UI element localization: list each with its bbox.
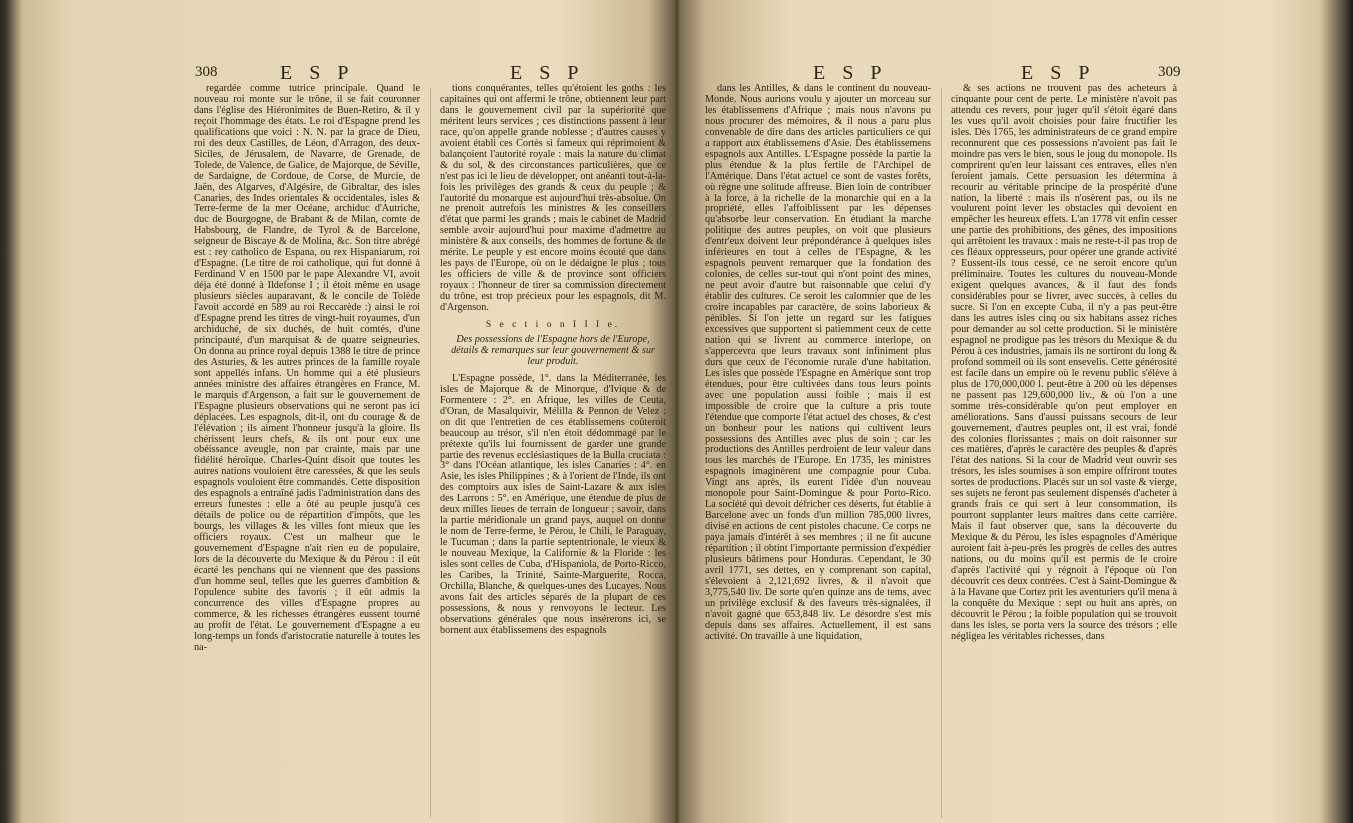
left-page-header xyxy=(190,62,674,84)
page-number-right: 309 xyxy=(1158,64,1181,80)
left-page-column-2 xyxy=(440,84,666,819)
page-number-left: 308 xyxy=(195,64,218,80)
column-text: regardée comme tutrice principale. Quand le nouveau roi monte sur le trône, il se fait couronner dans l'église des Hiéronimites de Buen-Retiro, & il y reçoit l'hommage des états. Le roi d'Espagne prend les qualifications que voici : N. N. par la grace de Dieu, roi des deux Castilles, de Léon, d'Arragon, des deux-Siciles, de Jérusalem, de Navarre, de Grenade, de Tolede, de Valence, de Galice, de Majorque, de Séville, de Sardaigne, de Cordoue, de Corse, de Murcie, de Jaën, des Algarves, d'Algésire, de Gibraltar, des isles Canaries, des Indes orientales & occidentales, isles & Terre-ferme de la mer Océane, archiduc d'Autriche, duc de Bourgogne, de Brabant & de Milan, comte de Habsbourg, de Flandre, de Tyrol & de Barcelone, seigneur de Biscaye & de Molina, &c. Son titre abrégé est : rey catholico de Espana, ou rex Hispaniarum, roi d'Espagne. (Le titre de roi catholique, qui fut donné à Ferdinand V en 1500 par le pape Alexandre VI, avoit déja été donné à Ildefonse I ; il étoit même en usage plusieurs siècles auparavant, & le concile de Tolède l'avoit accordé en 589 au roi Reccarède :) ainsi le roi d'Espagne prend les titres de vingt-huit royaumes, d'un archiduché, de six duchés, de huit comtés, d'une principauté, d'un marquisat & de quatre seigneuries. On donna au prince royal depuis 1388 le titre de prince des Asturies, & les autres princes de la famille royale sont appellés infans. Un homme qui a été plusieurs années ministre des affaires étrangères en France, M. le marquis d'Argenson, a fait sur le gouvernement de l'Espagne plusieurs observations qui ne seront pas ici déplacées. Les espagnols, dit-il, ont du courage & de l'élévation ; ils aiment l'honneur jusqu'à la gloire. Ils chérissent leurs chefs, & ils ont pour eux une obéissance aveugle, non par crainte, mais par une fidélité héroïque. Charles-Quint disoit que toutes les autres nations vouloient être caressées, & que les seuls espagnols vouloient être commandés. Cette disposition des espagnols a entraîné jadis l'administration dans des erreurs funestes : elle a ôté au peuple jusqu'à ces détails de police ou de répartition d'impôts, que les bourgs, les villages & les villes font mieux que les officiers royaux. C'est un malheur que le gouvernement d'Espagne n'ait rien eu de populaire, lors de la découverte du Mexique & du Pérou : il eût écarté les penchans qui ne viennent que des passions d'un homme seul, telles que les guerres d'ambition & l'opulence subite des favoris ; il eût admis la concurrence des villes d'Espagne propres au commerce, & les richesses étrangères eussent tourné au profit de l'état. Le gouvernement d'Espagne a eu long-temps un fonds d'aristocratie naturelle à toutes les na- xyxy=(194,84,420,653)
running-head-left-col1: E S P xyxy=(280,62,355,84)
right-page-header xyxy=(703,62,1183,84)
running-head-right-col1: E S P xyxy=(813,62,888,84)
column-rule-left xyxy=(430,88,431,818)
section-subtitle: Des possessions de l'Espagne hors de l'Europe, détails & remarques sur leur gouvernement & sur leur produit. xyxy=(451,333,655,367)
right-page-column-1 xyxy=(705,84,931,819)
column-rule-right xyxy=(941,88,942,818)
column-text: dans les Antilles, & dans le continent du nouveau-Monde. Nous aurions voulu y ajouter un morceau sur les établissemens d'Afrique ; mais nous n'avons pu nous procurer des mémoires, & il nous a paru plus convenable de dire dans des articles particuliers ce qui a rapport aux établissemens d'Asie. Des établissemens espagnols aux Antilles. L'Espagne possède la partie la plus étendue & la plus fertile de l'Archipel de l'Amérique. Dans l'état actuel ce sont de vastes forêts, où règne une solitude affreuse. Bien loin de contribuer à la force, à la richelle de la monarchie qui en a la propriété, elles l'affoiblissent par les dépenses qu'absorbe leur conservation. En étudiant la marche politique des autres peuples, on voit que plusieurs d'entr'eux doivent leur prépondérance à quelques isles inférieures en tout à celles de l'Espagne, & les espagnols peuvent remarquer que la fondation des colonies, de celles sur-tout qui n'ont point des mines, ne peut avoir d'autre but raisonnable que celui d'y établir des cultures. Ce seroit les calomnier que de les croire incapables par caractère, de soins laborieux & pénibles. Si l'on jette un regard sur les fatigues excessives que supportent si patiemment ceux de cette nation qui se livrent au commerce interlope, on s'appercevra que leurs travaux sont infiniment plus durs que ceux de l'économie rurale d'une habitation. Les isles que possède l'Espagne en Amérique sont trop étendues, pour être cultivées dans tous leurs points avec une population aussi foible ; mais il est impossible de croire que la culture a pris toute l'étendue que comporte l'état actuel des choses, & c'est un bonheur pour les nations qui cultivent leurs possessions des Antilles avec plus de soin ; car les productions des Antilles perdroient de leur valeur dans tous les marchés de l'Europe. En 1735, les ministres espagnols imaginèrent une compagnie pour Cuba. Vingt ans après, ils eurent l'idée d'un nouveau monopole pour Saint-Domingue & pour Porto-Rico. La société qui devoit défricher ces déserts, fut établie à Barcelone avec un fonds d'un million 785,000 livres, divisé en actions de cent pistoles chacune. Ce corps ne paya jamais d'intérêt à ses membres ; il ne fit aucune répartition ; il obtint l'importante permission d'expédier plusieurs bâtimens pour Honduras. Cependant, le 30 avril 1771, ses dettes, en y comprenant son capital, s'élevoient à 2,121,692 livres, & il n'avoit que 3,775,540 liv. De sorte qu'en quinze ans de tems, avec un privilège exclusif & des faveurs très-signalées, il n'avoit gagné que 653,848 liv. Le désordre s'est mis depuis dans ses affaires. Actuellement, il est sans activité. On travaille à une liquidation, xyxy=(705,84,931,642)
left-page xyxy=(190,62,674,822)
right-page xyxy=(703,62,1183,822)
column-text: L'Espagne possède, 1°. dans la Méditerranée, les isles de Majorque & de Minorque, d'Ivique & de Formentere : 2°. en Afrique, les villes de Ceuta, d'Oran, de Masalquivir, Mélilla & Pennon de Velez : on dit que l'entretien de ces établissemens coûteroit beaucoup au trésor, s'il n'en étoit dédommagé par le prétexte qu'ils lui fournissent de garder une grande partie des revenus ecclésiastiques de la Bulla cruciata : 3° dans l'Océan atlantique, les isles Canaries : 4°. en Asie, les isles Philippines ; & à l'orient de l'Inde, ils ont des comptoirs aux isles de Saint-Lazare & aux isles des Larrons : 5°. en Amérique, une étendue de plus de deux milles lieues de terrain de longueur ; savoir, dans la partie méridionale un grand pays, auquel on donne le nom de Terre-ferme, le Pérou, le Chili, le Paraguay, le Tucuman ; dans la partie septentrionale, le vieux & le nouveau Mexique, la Californie & la Floride : les isles sont celles de Cuba, d'Hispaniola, de Porto-Ricco, les Caribes, la Trinité, Sainte-Marguerite, Rocca, Orchilla, Blanche, & quelques-unes des Lucayes. Nous avons fait des articles séparés de la plupart de ces possessions, & nous y renvoyons le lecteur. Les observations générales que nous insérerons ici, se bornent aux établissemens des espagnols xyxy=(440,372,666,636)
column-text: tions conquérantes, telles qu'étoient les goths : les capitaines qui ont affermi le trône, obtiennent leur part dans le gouvernement civil par la supériorité que méritent leurs services ; ces distinctions passent à leur race, qu'on appelle grande noblesse ; d'autres causes y avoient établi ces Cortès si fameux qui réprimoient & balançoient l'autorité royale : mais la nature du climat & du sol, & des circonstances particulières, que ce n'est pas ici le lieu de développer, ont anéanti tout-à-la-fois les privilèges des grands & ceux du peuple ; & l'autorité du monarque est aujourd'hui très-absolue. On ne prenoit autrefois les ministres & les conseillers d'état que parmi les grands ; mais le cabinet de Madrid semble avoir aujourd'hui pour maxime d'admettre au ministère & aux conseils, des hommes de fortune & de mérite. Le peuple y est encore moins écouté que dans les pays de l'Europe, où on le dédaigne le plus ; tous les officiers de ville & de province sont officiers royaux : l'honneur de tirer sa commission directement du trône, est trop précieux pour les espagnols, dit M. d'Argenson. xyxy=(440,84,666,314)
running-head-right-col2: E S P xyxy=(1021,62,1096,84)
column-text: & ses actions ne trouvent pas des acheteurs à cinquante pour cent de perte. Le ministère n'avoit pas attendu ces revers, pour juger qu'il s'étoit égaré dans les vues qu'il avoit choisies pour faire fructifier les isles. Dès 1765, les administrateurs de ce grand empire reconnurent que ces possessions n'avoient pas fait le moindre pas vers le bien, sous le joug du monopole. Ils comprirent qu'en leur laissant ces entraves, elles n'en feroient jamais. Cette persuasion les détermina à recourir au véritable principe de la prospérité d'une nation, la liberté : mais ils n'osèrent pas, ou ils ne voulurent point lever les obstacles qui devoient en empêcher les heureux effets. L'an 1778 vit enfin cesser une partie des prohibitions, des gênes, des impositions qui arrêtoient les travaux : mais ne reste-t-il pas trop de ces fléaux oppresseurs, pour opérer une grande activité ? Eussent-ils tous cessé, ce ne seroit encore qu'un préliminaire. Toutes les cultures du nouveau-Monde exigent quelques avances, & il faut des fonds considérables pour se livrer, avec succès, à celles du sucre. Si l'on en excepte Cuba, il n'y a pas peut-être dans les autres isles cinq ou six habitans assez riches pour demander au sol cette production. Si le ministère espagnol ne prodigue pas les trésors du Mexique & du Pérou à ces industries, jamais ils ne sortiront du long & profond sommeil où ils sont ensevelis. Cette générosité est facile dans un empire où le revenu public s'élève à plus de 170,000,000 l. peut-être à 200 où les dépenses ne passent pas 129,600,000 liv., & où l'on a une somme très-considérable qu'on peut employer en améliorations. Sans d'aussi puissans secours de leur gouvernement, d'autres peuples ont, il est vrai, fondé des colonies florissantes ; mais on doit raisonner sur ces matières, d'après le caractère des peuples & d'après l'état des nations. Si la cour de Madrid veut ouvrir ses trésors, les isles soumises à son empire offriront toutes sortes de productions. Placés sur un sol vaste & vierge, ses sujets ne feront pas seulement dispensés d'acheter à grands frais ce qui sert à leur consommation, ils pourront supplanter leurs maîtres dans cette carrière. Mais il faut observer que, sans la découverte du Mexique & du Pérou, les isles espagnoles d'Amérique auroient fait à-peu-près les progrès de celles des autres nations, ou du moins qu'il est permis de le croire d'après l'activité qui y régnoit à l'époque où l'on découvrit ces deux contrées. C'est à Saint-Domingue & à la Havane que Cortez prit les aventuriers qu'il mena à la conquête du Mexique : sept ou huit ans après, on découvrit le Pérou ; la foible population qui se trouvoit dans les isles, se porta vers la source des trésors ; elle négligea les véritables richesses, dans xyxy=(951,84,1177,642)
right-page-column-2 xyxy=(951,84,1177,819)
left-page-column-1 xyxy=(194,84,420,819)
running-head-left-col2: E S P xyxy=(510,62,585,84)
section-title: S e c t i o n I I I e. xyxy=(485,320,621,331)
